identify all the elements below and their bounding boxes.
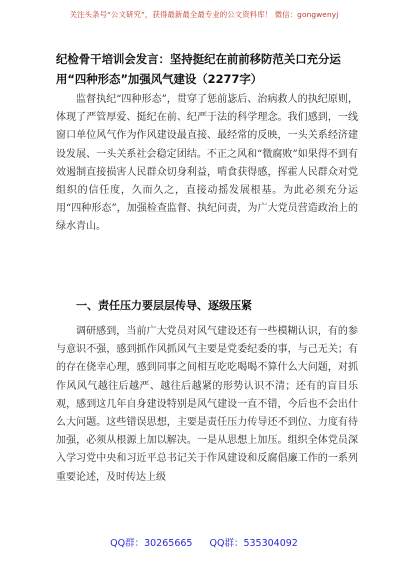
footer-qq-group-1: QQ群：30265665 [110, 538, 193, 549]
paragraph-2: 调研感到，当前广大党员对风气建设还有一些模糊认识，有的参与意识不强，感到抓作风抓风气主要是党委纪委的事，与己无关；有的存在侥幸心理，感到同事之间相互吃吃喝喝不算什么大问题，对抓作风风气越往后越严、越往后越紧的形势认识不清；还有的盲目乐观，感到这几年自身建设特别是风气建设一直不错，今后也不会出什么大问题。这些错误思想，主要是责任压力传导还不到位、力度有待加强，必须从根源上加以解决。一是从思想上加压。组织全体党员深入学习党中央和习近平总书记关于作风建设和反腐倡廉工作的一系列重要论述，及时传达上级 [56, 326, 358, 483]
footer-qq-groups [0, 535, 408, 549]
paragraph-1: 监督执纪“四种形态”，贯穿了惩前毖后、治病救人的执纪原则，体现了严管厚爱、挺纪在前、纪严于法的科学理念。我们感到，一线窗口单位风气作为作风建设最直接、最经常的反映，一头关系经济建设发展、一头关系社会稳定团结。不正之风和“微腐败”如果得不到有效遏制直接损害人民群众切身利益，啃食获得感，挥霍人民群众对党组织的信任度，久而久之，直接动摇发展根基。为此必须充分运用“四种形态”，加强检查监督、执纪问责，为广大党员营造政治上的绿水青山。 [56, 94, 358, 233]
section-heading-1: 一、责任压力要层层传导、逐级压紧 [76, 299, 252, 312]
footer-qq-group-2: QQ群：535304092 [209, 538, 298, 549]
header-banner: 关注头条号“公文研究”，获得最新最全最专业的公文资料库！ 微信：gongwenyj [69, 10, 339, 19]
document-title: 纪检骨干培训会发言：坚持挺纪在前前移防范关口充分运用“四种形态”加强风气建设（2277字） [56, 52, 341, 86]
